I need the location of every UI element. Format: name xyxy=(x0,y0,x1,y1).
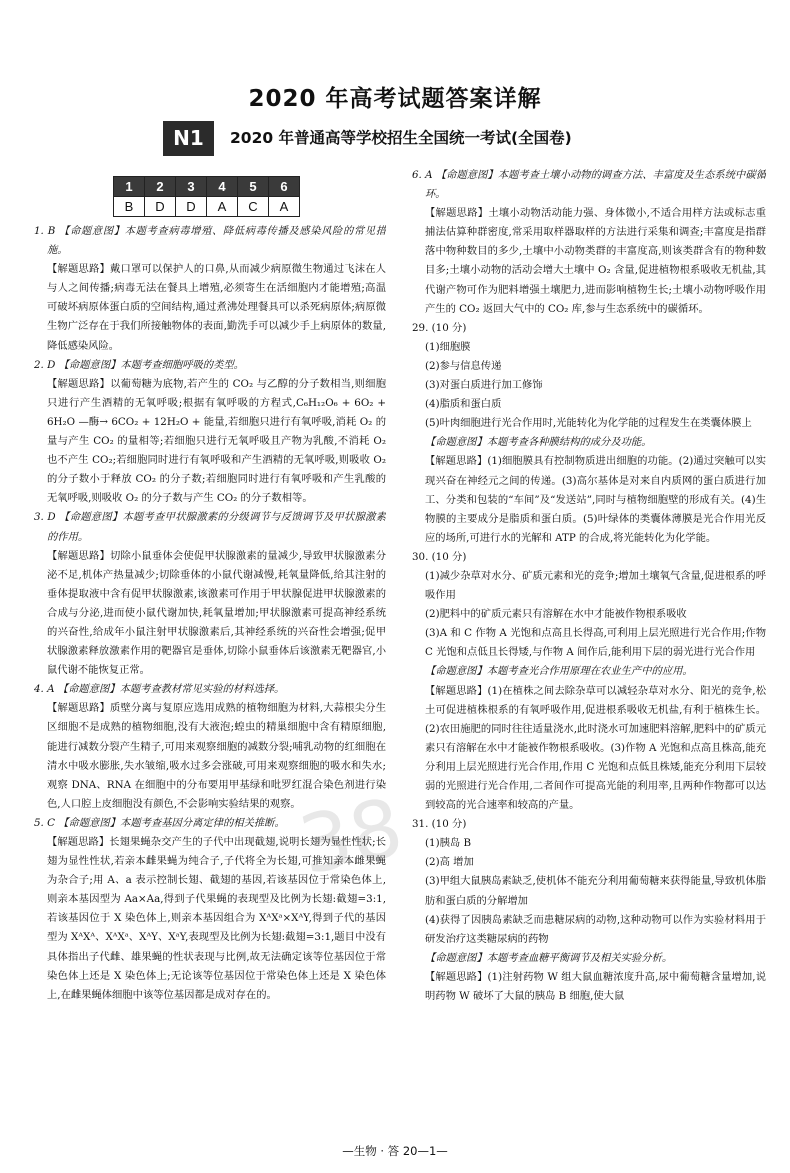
question-number-cell: 4 xyxy=(207,177,238,197)
q1-explanation: 【解题思路】戴口罩可以保护人的口鼻,从而减少病原微生物通过飞沫在人与人之间传播;病毒无法在餐具上增殖,必须寄生在活细胞内才能增殖;高温可破坏病原体蛋白质的空间结构,通过煮沸处理餐具可以杀死病原体;病原微生物广泛存在于我们所接触物体的表面,勤洗手可以减少手上病原体的数量,降低感染风险。 xyxy=(47,263,386,352)
question-number-cell: 6 xyxy=(269,177,300,197)
answer-cell: B xyxy=(114,197,145,217)
q4-intent: 4. A 【命题意图】本题考查教材常见实验的材料选择。 xyxy=(34,683,285,696)
answer-cell: C xyxy=(238,197,269,217)
answer-cell: D xyxy=(145,197,176,217)
q30-answer: (1)减少杂草对水分、矿质元素和光的竞争;增加土壤氧气含量,促进根系的呼吸作用 xyxy=(425,569,766,602)
q29-answer: (5)叶肉细胞进行光合作用时,光能转化为化学能的过程发生在类囊体膜上 xyxy=(425,417,752,430)
answer-table xyxy=(113,176,300,217)
q29-explanation: 【解题思路】(1)细胞膜具有控制物质进出细胞的功能。(2)通过突触可以实现兴奋在神经元之间的传递。(3)高尔基体是对来自内质网的蛋白质进行加工、分类和包装的“车间”及“发送站”,同时与植物细胞壁的形成有关。(4)生物膜的主要成分是脂质和蛋白质。(5)叶绿体的类囊体薄膜是光合作用光反应的场所,可进行水的光解和 ATP 的合成,将光能转化为化学能。 xyxy=(425,455,766,544)
q5-explanation: 【解题思路】长翅果蝇杂交产生的子代中出现截翅,说明长翅为显性性状;长翅为显性性状,若亲本雌果蝇为纯合子,子代将全为长翅,可推知亲本雌果蝇为杂合子;用 A、a 表示控制长翅、截翅的基因,若该基因位于常染色体上,则亲本基因型为 Aa×Aa,得到子代果蝇的表现型及比例为长翅:截翅=3:1,若该基因位于 X 染色体上,则亲本基因组合为 XᴬXᵃ×XᴬY,得到子代的基因型为 XᴬXᴬ、XᴬXᵃ、XᴬY、XᵃY,表现型及比例为长翅:截翅=3:1,题目中没有具体指出子代雌、雄果蝇的性状表现与比例,故无法确定该等位基因位于常染色体上还是 X 染色体上;无论该等位基因位于常染色体上还是 X 染色体上,在雌果蝇体细胞中该等位基因都是成对存在的。 xyxy=(47,836,386,1001)
section-badge: N1 xyxy=(163,121,214,156)
q31-answer: (3)甲组大鼠胰岛素缺乏,使机体不能充分利用葡萄糖来获得能量,导致机体脂肪和蛋白质的分解增加 xyxy=(425,875,766,907)
q29-answer: (2)参与信息传递 xyxy=(425,359,502,372)
question-number-cell: 1 xyxy=(114,177,145,197)
left-column xyxy=(34,222,386,1132)
question-number-cell: 2 xyxy=(145,177,176,197)
page-footer: —生物 · 答 20—1— xyxy=(342,1144,448,1158)
q3-intent: 3. D 【命题意图】本题考查甲状腺激素的分级调节与反馈调节及甲状腺激素的作用。 xyxy=(34,511,386,543)
q5-intent: 5. C 【命题意图】本题考查基因分离定律的相关推断。 xyxy=(34,816,285,829)
answer-table-answers xyxy=(114,197,300,217)
q30-intent: 【命题意图】本题考查光合作用原理在农业生产中的应用。 xyxy=(425,665,693,678)
q30-explanation: 【解题思路】(1)在植株之间去除杂草可以减轻杂草对水分、阳光的竞争,松土可促进植株根系的有氧呼吸作用,促进根系吸收无机盐,有利于植株生长。(2)农田施肥的同时往往适量浇水,此时浇水可加速肥料溶解,肥料中的矿质元素只有溶解在水中才能被作物根系吸收。(3)作物 A 光饱和点高且株高,能充分利用上层光照进行光合作用,作用 C 光饱和点低且株矮,能充分利用下层较弱的光照进行光合作用,二者间作可提高光能的利用率,且两种作物都可以达到较高的光合速率和较高的产量。 xyxy=(425,684,766,812)
question-number-cell: 5 xyxy=(238,177,269,197)
question-number-cell: 3 xyxy=(176,177,207,197)
answer-cell: A xyxy=(207,197,238,217)
watermark: 38 xyxy=(291,780,411,893)
q3-explanation: 【解题思路】切除小鼠垂体会使促甲状腺激素的量减少,导致甲状腺激素分泌不足,机体产热量减少;切除垂体的小鼠代谢减慢,耗氧量降低,给其注射的垂体提取液中含有促甲状腺激素,该激素可作用于甲状腺促进甲状腺激素的合成与分泌,进而使小鼠代谢加快,耗氧量增加;甲状腺激素可提高神经系统的兴奋性,给成年小鼠注射甲状腺激素后,其神经系统的兴奋性会增强;促甲状腺激素释放激素作用的靶器官是垂体,切除小鼠垂体后该激素无靶器官,小鼠代谢不能恢复正常。 xyxy=(47,549,386,677)
right-column xyxy=(412,166,766,1138)
q29-answer: (3)对蛋白质进行加工修饰 xyxy=(425,379,543,392)
q29-intent: 【命题意图】本题考查各种膜结构的成分及功能。 xyxy=(425,436,652,449)
q1-intent: 1. B 【命题意图】本题考查病毒增殖、降低病毒传播及感染风险的常见措施。 xyxy=(34,225,386,257)
q2-intent: 2. D 【命题意图】本题考查细胞呼吸的类型。 xyxy=(34,358,244,371)
answer-cell: A xyxy=(269,197,300,217)
q31-heading: 31. (10 分) xyxy=(412,818,467,831)
q6-explanation: 【解题思路】土壤小动物活动能力强、身体微小,不适合用样方法或标志重捕法估算种群密度,常采用取样器取样的方法进行采集和调查;丰富度是指群落中物种数目的多少,土壤中小动物类群的丰富度高,则该类群含有的物种数目多;土壤小动物的活动会增大土壤中 O₂ 含量,促进植物根系吸收无机盐,其代谢产物可作为肥料增强土壤肥力,进而影响植物生长;土壤小动物呼吸作用产生的 CO₂ 返回大气中的 CO₂ 库,参与生态系统中的碳循环。 xyxy=(425,207,766,315)
q29-answer: (4)脂质和蛋白质 xyxy=(425,398,502,411)
q30-answer: (3)A 和 C 作物 A 光饱和点高且长得高,可利用上层光照进行光合作用;作物 C 光饱和点低且长得矮,与作物 A 间作后,能利用下层的弱光进行光合作用 xyxy=(425,627,766,659)
q31-answer: (2)高 增加 xyxy=(425,856,474,869)
q4-explanation: 【解题思路】质壁分离与复原应选用成熟的植物细胞为材料,大蒜根尖分生区细胞不是成熟的植物细胞,没有大液泡;蝗虫的精巢细胞中含有精原细胞,能进行减数分裂产生精子,可用来观察细胞的减数分裂;哺乳动物的红细胞在清水中吸水膨胀,失水皱缩,吸水过多会涨破,可用来观察细胞的吸水和失水;观察 DNA、RNA 在细胞中的分布要用甲基绿和吡罗红混合染色剂进行染色,人口腔上皮细胞没有颜色,不会影响实验结果的观察。 xyxy=(47,702,386,810)
q31-answer: (4)获得了因胰岛素缺乏而患糖尿病的动物,这种动物可以作为实验材料用于研发治疗这类糖尿病的药物 xyxy=(425,913,766,945)
q30-heading: 30. (10 分) xyxy=(412,550,467,563)
q29-heading: 29. (10 分) xyxy=(412,321,467,334)
q29-answer: (1)细胞膜 xyxy=(425,340,471,353)
q31-explanation: 【解题思路】(1)注射药物 W 组大鼠血糖浓度升高,尿中葡萄糖含量增加,说明药物 W 破坏了大鼠的胰岛 B 细胞,使大鼠 xyxy=(425,970,766,1003)
q31-intent: 【命题意图】本题考查血糖平衡调节及相关实验分析。 xyxy=(425,951,673,964)
q30-answer: (2)肥料中的矿质元素只有溶解在水中才能被作物根系吸收 xyxy=(425,608,687,621)
q6-intent: 6. A 【命题意图】本题考查土壤小动物的调查方法、丰富度及生态系统中碳循环。 xyxy=(412,169,766,201)
q2-explanation: 【解题思路】以葡萄糖为底物,若产生的 CO₂ 与乙醇的分子数相当,则细胞只进行产生酒精的无氧呼吸;根据有氧呼吸的方程式,C₆H₁₂O₆ + 6O₂ + 6H₂O —酶→ 6CO₂ + 12H₂O + 能量,若细胞只进行有氧呼吸,消耗 O₂ 的量与产生 CO₂ 的量相等;若细胞只进行无氧呼吸且产物为乳酸,不消耗 O₂ 也不产生 CO₂;若细胞同时进行有氧呼吸和产生酒精的无氧呼吸,则吸收 O₂ 的分子数小于释放 CO₂ 的分子数;若细胞同时进行有氧呼吸和产生乳酸的无氧呼吸,则吸收 O₂ 的分子数与产生 CO₂ 的分子数相等。 xyxy=(47,377,386,505)
answer-table-numbers xyxy=(114,177,300,197)
exam-title: 2020 年普通高等学校招生全国统一考试(全国卷) xyxy=(230,129,572,147)
q31-answer: (1)胰岛 B xyxy=(425,837,472,850)
page-title: 2020 年高考试题答案详解 xyxy=(248,86,542,112)
answer-cell: D xyxy=(176,197,207,217)
